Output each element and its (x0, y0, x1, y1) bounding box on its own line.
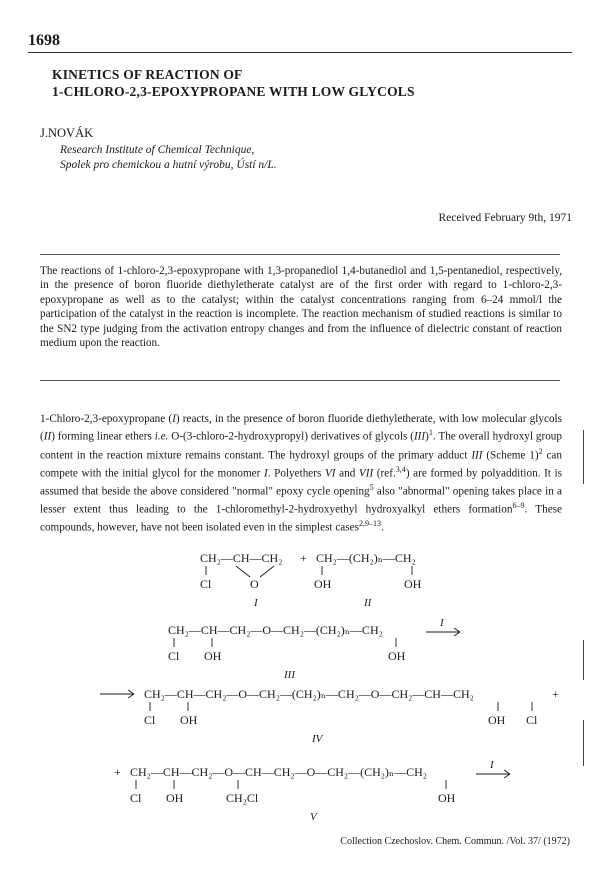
margin-mark (583, 720, 584, 766)
abstract-bottom-rule (40, 380, 560, 381)
scheme-plus: + (552, 687, 559, 701)
arrow-label: I (440, 617, 444, 629)
scheme-atom: O (250, 577, 259, 591)
scheme-formula: CH₂—CH—CH₂—O—CH—CH₂—O—CH₂—(CH₂)ₙ—CH₂ (130, 765, 427, 779)
margin-mark (583, 430, 584, 484)
compound-label: II (364, 597, 372, 609)
body-paragraph: 1-Chloro-2,3-epoxypropane (I) reacts, in the presence of boron fluoride diethyletherate, with low molecular glycols (II) forming linear ethers i.e. O-(3-chloro-2-hydroxypropyl) derivatives of glycols (III)$^1$. The overall hydroxyl group content in the reaction mixture remains constant. The hydroxyl groups of the primary adduct III (Scheme 1)$^2$ can compete with the initial glycol for the monomer I. Polyethers VI and VII (ref.$^{3,4}$) are formed by polyaddition. It is assumed that beside the above considered "normal" epoxy cycle opening$^5$ also "abnormal" opening takes place in a lesser extent thus leading to the 1-chloromethyl-2-hydroxyethyl hydroxyalkyl ethers formation$^{6-9}$. These compounds, however, have not been isolated even in the simplest cases$^{2,9-13}$. (40, 413, 563, 534)
received-date: Received February 9th, 1971 (438, 212, 572, 224)
reference: 1 (428, 428, 433, 438)
reaction-arrow-head (504, 774, 510, 778)
scheme-atom: OH (388, 649, 406, 663)
reaction-arrow-head (128, 690, 134, 694)
scheme-atom: OH (180, 713, 198, 727)
scheme-atom: Cl (200, 577, 212, 591)
scheme-atom: OH (314, 577, 332, 591)
scheme-formula: CH₂—CH—CH₂ (200, 551, 283, 565)
reference: 2 (538, 446, 543, 456)
reference: 5 (369, 482, 374, 492)
scheme-atom: OH (438, 791, 456, 805)
scheme-atom: OH (204, 649, 222, 663)
reaction-arrow-head (454, 632, 460, 636)
arrow-label: I (490, 759, 494, 771)
page-number: 1698 (28, 32, 60, 49)
scheme-atom: Cl (168, 649, 180, 663)
bond (236, 566, 250, 577)
compound-label: IV (312, 733, 323, 745)
reference: 3,4 (395, 464, 406, 474)
affiliation-line-2: Spolek pro chemickou a hutní výrobu, Ústí n/L. (60, 159, 277, 171)
scheme-plus: + (300, 551, 307, 565)
reference: 2,9–13 (358, 519, 382, 529)
reaction-arrow-head (454, 628, 460, 632)
scheme-formula: CH₂—CH—CH₂—O—CH₂—(CH₂)ₙ—CH₂—O—CH₂—CH—CH₂ (144, 687, 474, 701)
reference: 6–9 (512, 500, 525, 510)
scheme-atom: CH₂Cl (226, 791, 259, 805)
scheme-atom: OH (488, 713, 506, 727)
journal-footer: Collection Czechoslov. Chem. Commun. /Vol. 37/ (1972) (340, 836, 570, 847)
scheme-atom: Cl (526, 713, 538, 727)
reaction-arrow-head (128, 694, 134, 698)
affiliation (60, 143, 277, 173)
scheme-atom: OH (166, 791, 184, 805)
scheme-atom: OH (404, 577, 422, 591)
reaction-scheme (0, 548, 600, 833)
title-line-2: 1-CHLORO-2,3-EPOXYPROPANE WITH LOW GLYCOLS (52, 84, 415, 99)
title-line-1: KINETICS OF REACTION OF (52, 67, 243, 82)
scheme-atom: Cl (144, 713, 156, 727)
affiliation-line-1: Research Institute of Chemical Technique, (60, 144, 255, 156)
scheme-plus: + (114, 765, 121, 779)
scheme-svg (0, 548, 600, 828)
margin-mark (583, 640, 584, 680)
reaction-arrow-head (504, 770, 510, 774)
scheme-atom: Cl (130, 791, 142, 805)
compound-label: V (310, 811, 317, 823)
compound-label: I (254, 597, 258, 609)
bond (260, 566, 274, 577)
header-rule (28, 52, 572, 53)
abstract-top-rule (40, 254, 560, 255)
scheme-formula: CH₂—CH—CH₂—O—CH₂—(CH₂)ₙ—CH₂ (168, 623, 383, 637)
abstract: The reactions of 1-chloro-2,3-epoxypropane with 1,3-propanediol 1,4-butanediol and 1,5-pentanediol, respectively, in the presence of boron fluoride diethyletherate catalyst are of the first order with regard to 1-chloro-2,3-epoxypropane as well as to the catalyst; within the catalyst concentrations ranging from 6–24 mmol/l the participation of the catalyst in the reaction is incomplete. The reaction mechanism of studied reactions is similar to the SN2 type judging from the activation entropy changes and from the influence of dielectric constant of reaction medium upon the reaction. (40, 265, 562, 350)
author: J.NOVÁK (40, 126, 94, 140)
article-title (52, 66, 572, 100)
scheme-formula: CH₂—(CH₂)ₙ—CH₂ (316, 551, 416, 565)
compound-label: III (284, 669, 295, 681)
